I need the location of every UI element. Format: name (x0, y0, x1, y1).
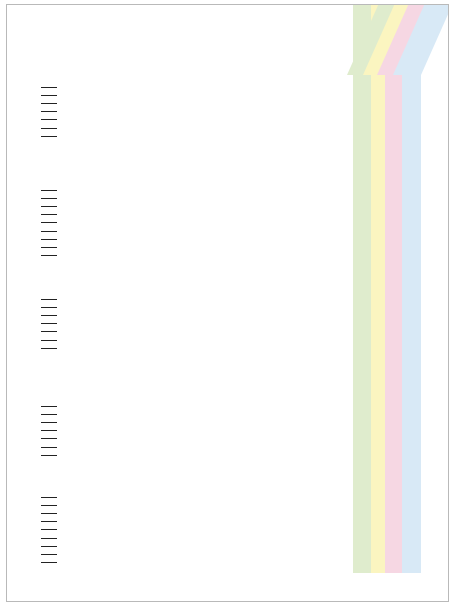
contents-page (6, 4, 449, 602)
unit-heading (39, 167, 83, 176)
contents-row (39, 448, 419, 457)
check-blank[interactable] (41, 562, 57, 563)
check-blank[interactable] (41, 255, 57, 256)
contents-row (39, 555, 419, 564)
unit-heading (39, 384, 83, 393)
unit-heading (39, 277, 83, 286)
unit-heading (39, 475, 83, 484)
unit-heading (39, 52, 83, 61)
check-blank[interactable] (41, 455, 57, 456)
contents-row (39, 349, 419, 358)
check-blank[interactable] (41, 136, 57, 137)
contents-row (39, 248, 419, 257)
contents-row (39, 129, 419, 138)
